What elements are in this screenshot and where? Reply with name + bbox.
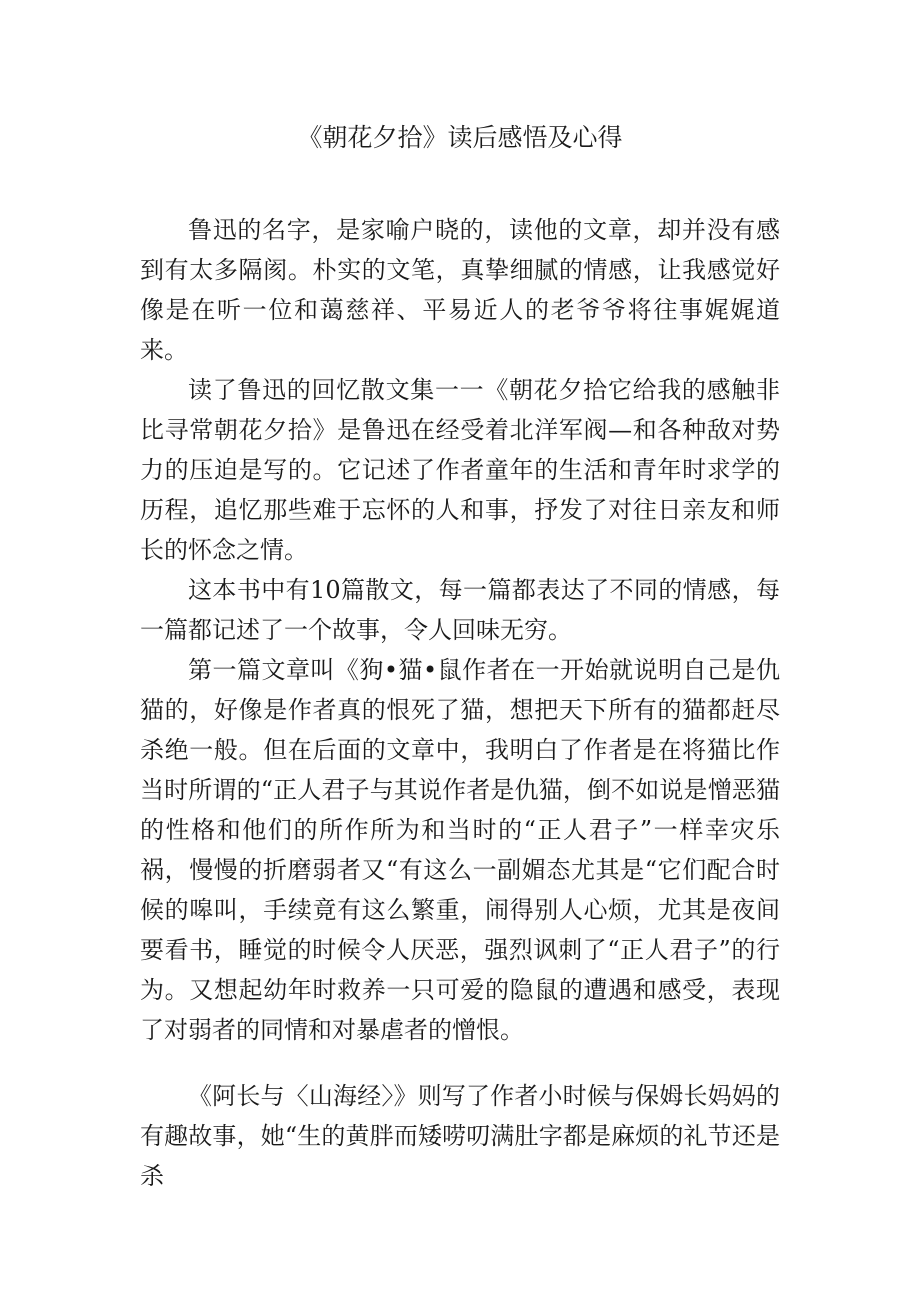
document-body [140, 210, 780, 1196]
paragraph-5: 《阿长与〈山海经〉》则写了作者小时候与保姆长妈妈的有趣故事，她“生的黄胖而矮唠叨满肚字都是麻烦的礼节还是杀 [140, 1082, 780, 1190]
document-title: 《朝花夕拾》读后感悟及心得 [297, 123, 623, 152]
paragraph-3: 这本书中有10篇散文，每一篇都表达了不同的情感，每一篇都记述了一个故事，令人回味无穷。 [140, 576, 780, 644]
paragraph-2: 读了鲁迅的回忆散文集一一《朝花夕拾它给我的感触非比寻常朝花夕拾》是鲁迅在经受着北洋军阀—和各种敌对势力的压迫是写的。它记述了作者童年的生活和青年时求学的历程，追忆那些难于忘怀的人和事，抒发了对往日亲友和师长的怀念之情。 [140, 376, 780, 564]
paragraph-1: 鲁迅的名字，是家喻户晓的，读他的文章，却并没有感到有太多隔阂。朴实的文笔，真挚细腻的情感，让我感觉好像是在听一位和蔼慈祥、平易近人的老爷爷将往事娓娓道来。 [140, 216, 780, 364]
paragraph-4: 第一篇文章叫《狗•猫•鼠作者在一开始就说明自己是仇猫的，好像是作者真的恨死了猫，想把天下所有的猫都赶尽杀绝一般。但在后面的文章中，我明白了作者是在将猫比作当时所谓的“正人君子与其说作者是仇猫，倒不如说是憎恶猫的性格和他们的所作所为和当时的“正人君子”一样幸灾乐祸，慢慢的折磨弱者又“有这么一副媚态尤其是“它们配合时候的嗥叫，手续竟有这么繁重，闹得别人心烦，尤其是夜间要看书，睡觉的时候令人厌恶，强烈讽刺了“正人君子”的行为。又想起幼年时救养一只可爱的隐鼠的遭遇和感受，表现了对弱者的同情和对暴虐者的憎恨。 [140, 656, 780, 1044]
